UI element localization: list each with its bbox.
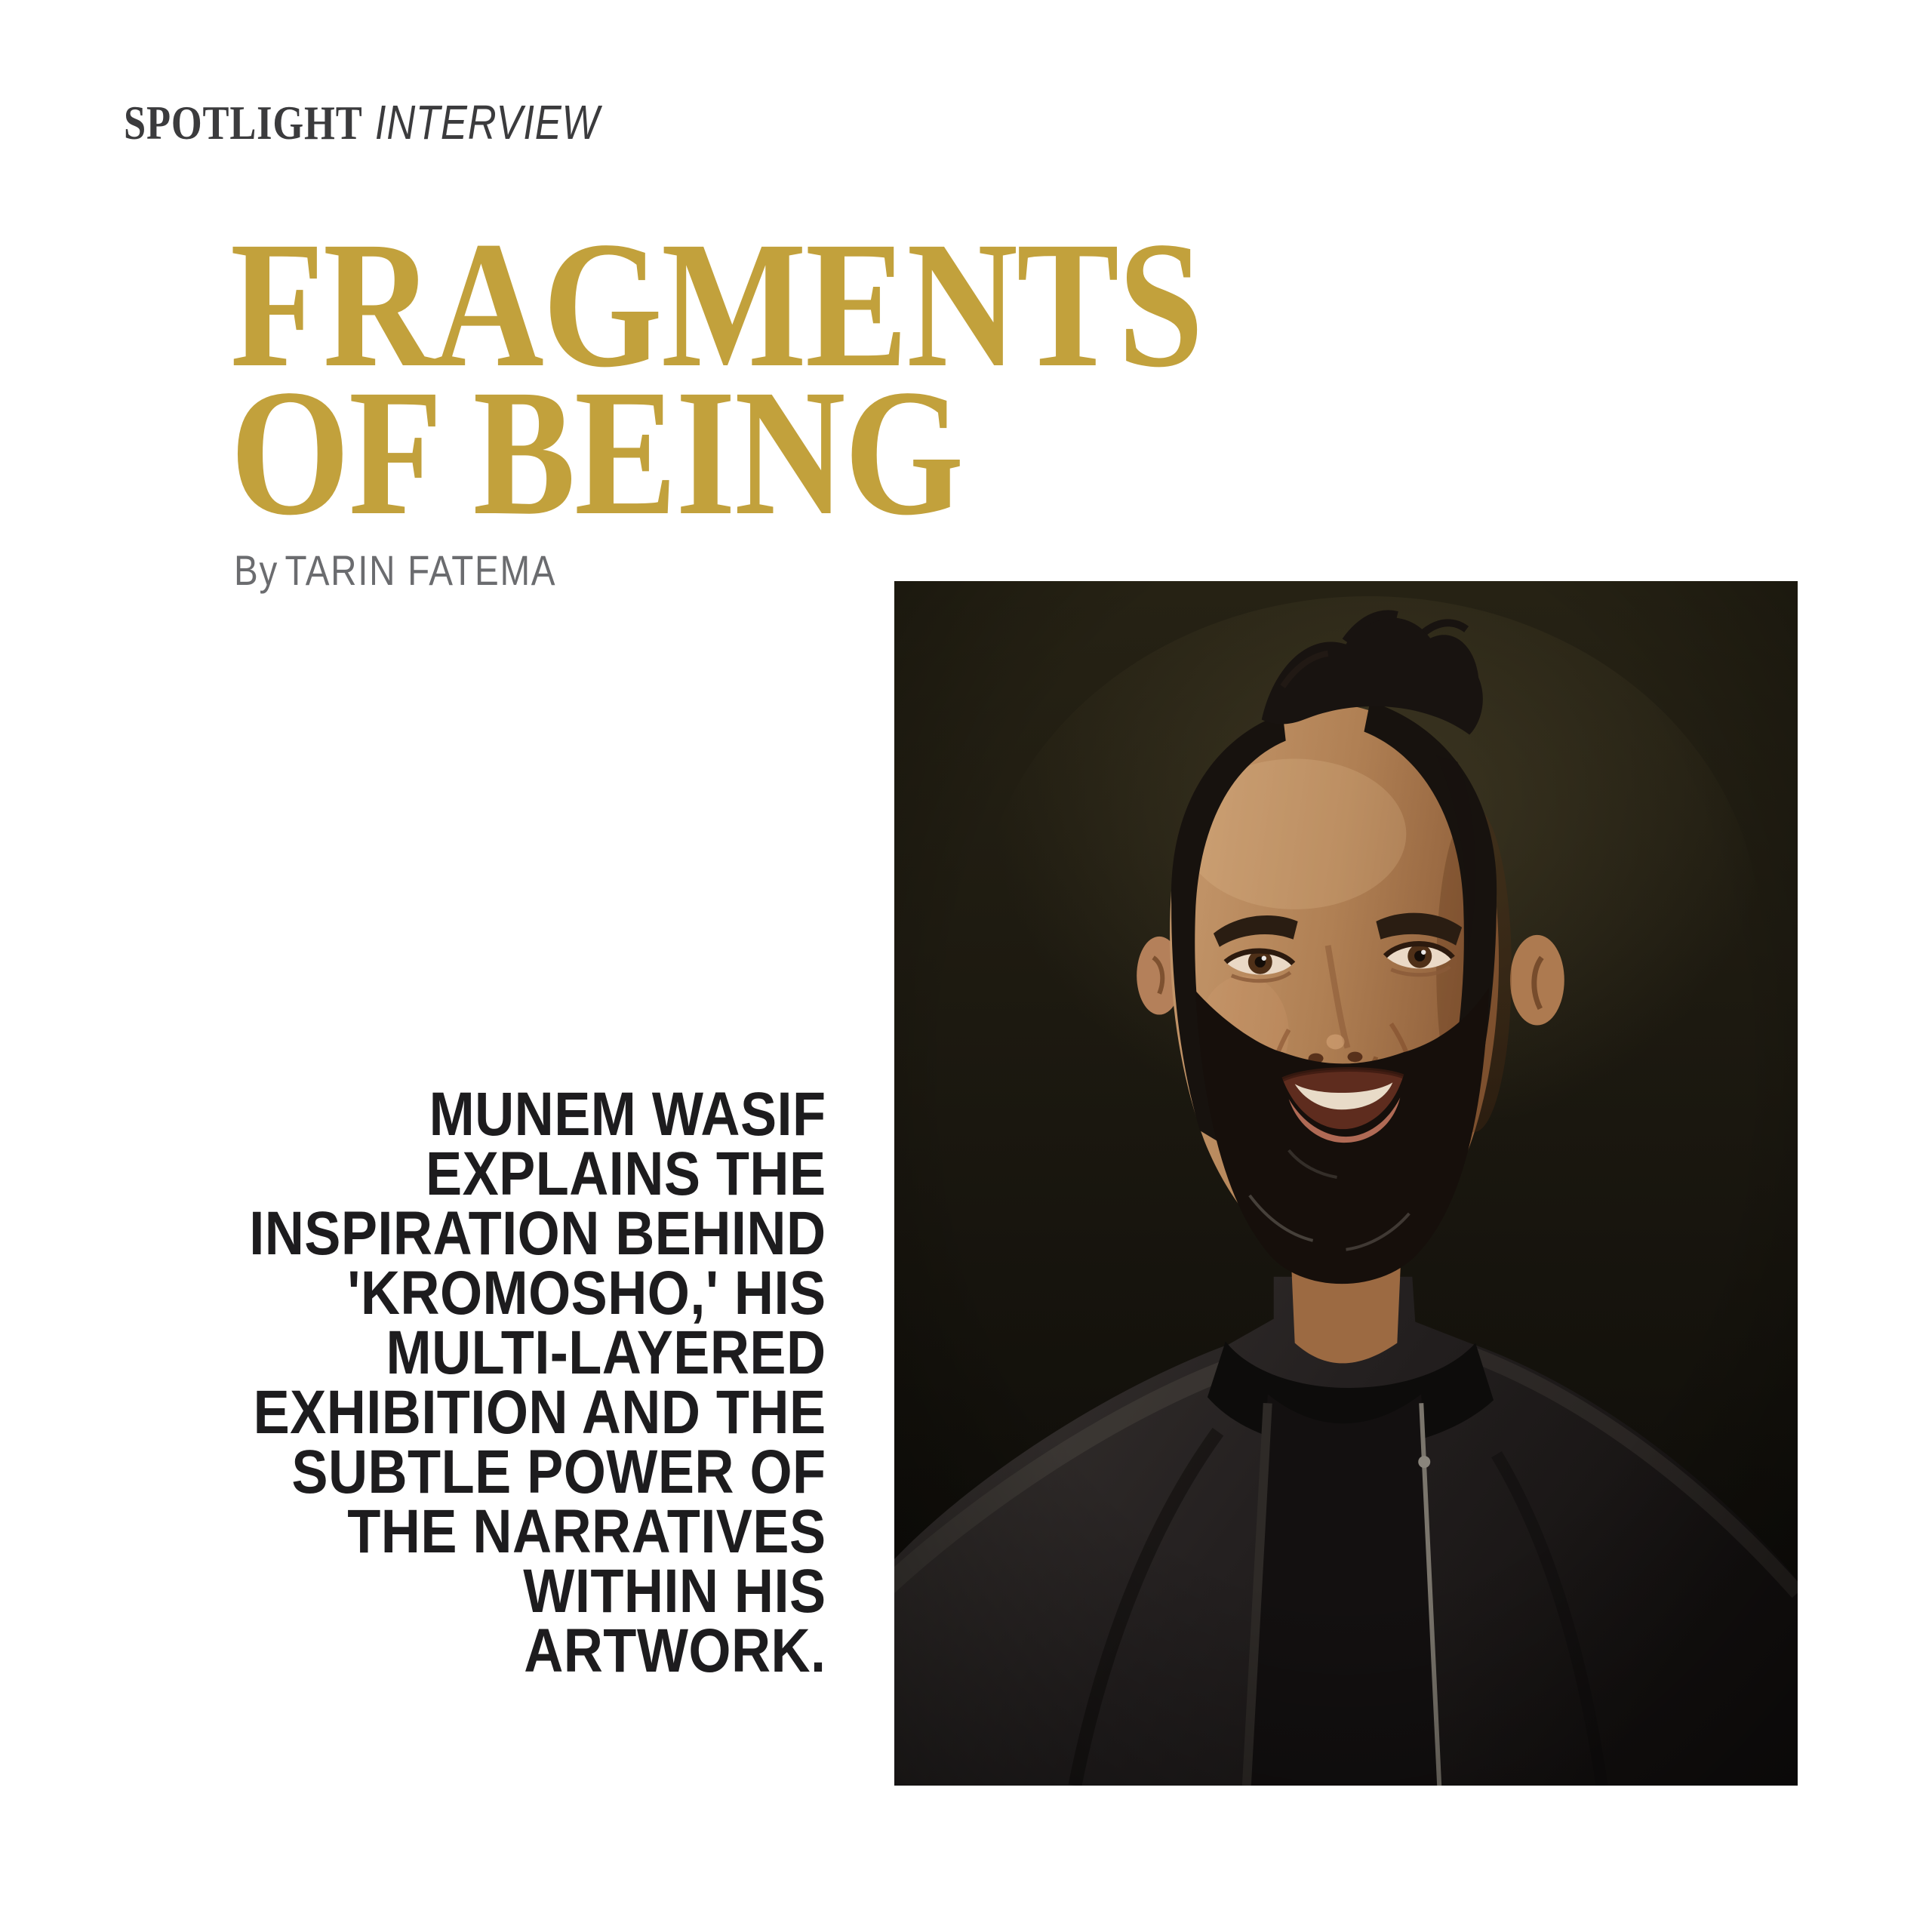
standfirst-line: MULTI-LAYERED xyxy=(386,1318,826,1387)
standfirst xyxy=(249,1080,826,1685)
kicker-subsection-label: INTERVIEW xyxy=(374,95,600,149)
standfirst-line: 'KROMOSHO,' HIS xyxy=(347,1259,826,1327)
page-title-line-2: OF BEING xyxy=(230,352,963,552)
standfirst-line: INSPIRATION BEHIND xyxy=(249,1199,826,1268)
portrait-photo xyxy=(894,581,1798,1786)
standfirst-line: SUBTLE POWER OF xyxy=(291,1438,826,1506)
page-title-line-1: FRAGMENTS xyxy=(230,204,1203,405)
byline-author: TARIN FATEMA xyxy=(285,546,557,594)
standfirst-line: EXHIBITION AND THE xyxy=(254,1378,826,1447)
kicker xyxy=(124,95,600,149)
standfirst-line: WITHIN HIS xyxy=(523,1557,826,1626)
standfirst-line: THE NARRATIVES xyxy=(347,1497,826,1566)
standfirst-line: MUNEM WASIF xyxy=(429,1080,826,1149)
portrait-illustration xyxy=(894,581,1798,1786)
standfirst-line: ARTWORK. xyxy=(524,1617,826,1685)
byline xyxy=(234,546,557,594)
byline-prefix: By xyxy=(234,546,278,594)
standfirst-line: EXPLAINS THE xyxy=(426,1140,826,1208)
kicker-section-label: SPOTLIGHT xyxy=(124,96,363,149)
